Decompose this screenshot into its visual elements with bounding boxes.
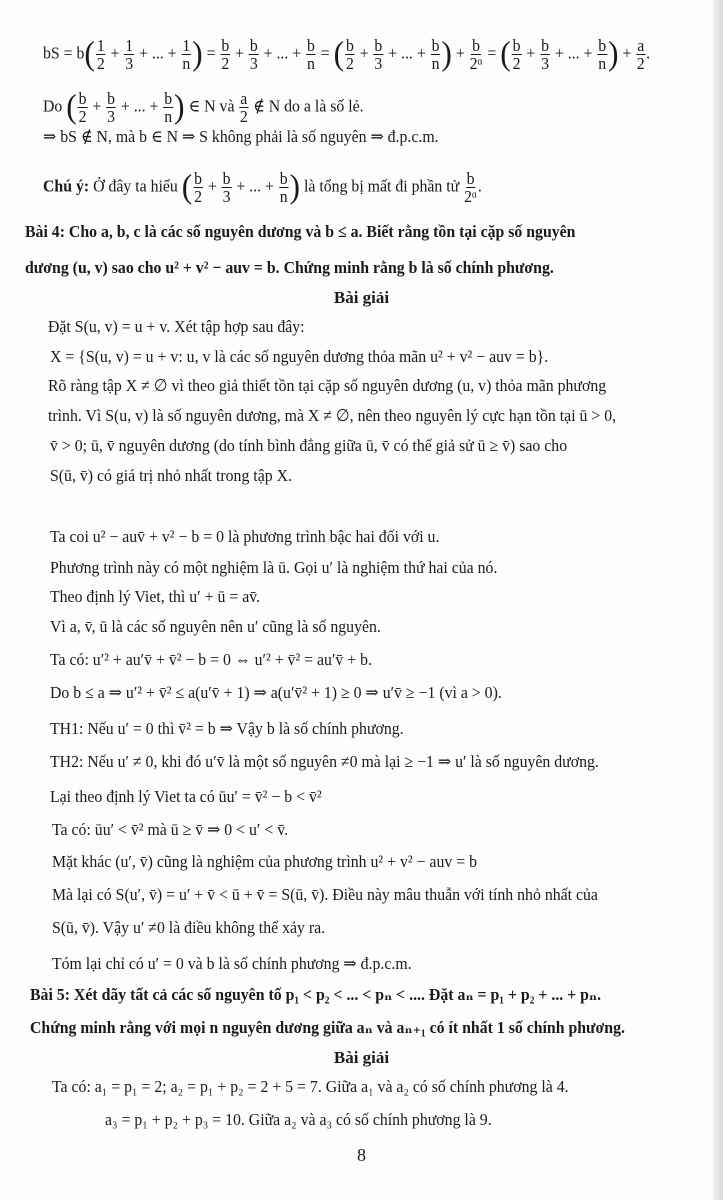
page-edge-shadow: [713, 0, 723, 1200]
text-line: Ta có: ūu′ < v̄² mà ū ≥ v̄ ⇒ 0 < u′ < v̄.: [52, 820, 289, 839]
text-line: Lại theo định lý Viet ta có ūu′ = v̄² − b < v̄²: [50, 787, 322, 806]
fraction: $\frac{b}{n}$: [279, 169, 288, 206]
fraction: $\frac{b}{2}$: [345, 36, 354, 73]
fraction: $\frac{b}{3}$: [374, 36, 383, 73]
text-line: Theo định lý Viet, thì u′ + ū = av̄.: [50, 587, 261, 606]
fraction: $\frac{b}{n}$: [164, 89, 173, 126]
fraction: $\frac{1}{3}$: [125, 36, 134, 73]
problem-5-statement: Chứng minh rằng với mọi n nguyên dương giữa aₙ và aₙ₊₁ có ít nhất 1 số chính phương.: [30, 1018, 625, 1037]
fraction: $\frac{b}{2}$: [78, 89, 87, 126]
fraction: $\frac{a}{2}$: [239, 89, 248, 126]
page-number: 8: [357, 1145, 366, 1165]
case-2-line: TH2: Nếu u′ ≠ 0, khi đó u′v̄ là một số nguyên ≠0 mà lại ≥ −1 ⇒ u′ là số nguyên dương.: [50, 752, 599, 771]
conclusion-line: Tóm lại chỉ có u′ = 0 và b là số chính phương ⇒ đ.p.c.m.: [52, 954, 412, 973]
text-line: Đặt S(u, v) = u + v. Xét tập hợp sau đây:: [48, 317, 305, 336]
fraction: $\frac{b}{n}$: [306, 36, 315, 73]
formula-bS: bS = b( $\frac{1}{2}$ + $\frac{1}{3}$ + ... + $\frac{1}{n}$ ) = $\frac{b}{2}$ + $\frac{b}{3}$ + ... + $\frac{b}{n}$ = ( $\frac{b}{2}$ + $\frac{b}{3}$ + ... + $\frac{b}{n}$ ) + $\frac{b}{\text{2ᵅ}}$ = ( $\frac{b}{2}$ + $\frac{b}{3}$ + ... + $\frac{b}{n}$ ) + $\frac{a}{2}$ .: [43, 35, 651, 73]
text-line: v̄ > 0; ū, v̄ nguyên dương (do tính bình đẳng giữa ū, v̄ có thể giả sử ū ≥ v̄) sao cho: [50, 436, 568, 455]
fraction: $\frac{b}{\text{2ᵅ}}$: [464, 169, 478, 206]
text-line: trình. Vì S(u, v) là số nguyên dương, mà X ≠ ∅, nên theo nguyên lý cực hạn tồn tại ū > 0,: [48, 406, 617, 425]
problem-5-statement: Bài 5: Xét dãy tất cả các số nguyên tố p₁ < p₂ < ... < pₙ < .... Đặt aₙ = p₁ + p₂ + ... + pₙ.: [30, 985, 602, 1004]
fraction: $\frac{b}{\text{2ᵅ}}$: [469, 36, 483, 73]
text-line: Rõ ràng tập X ≠ ∅ vì theo giả thiết tồn tại cặp số nguyên dương (u, v) thỏa mãn phương: [48, 376, 607, 395]
fraction: $\frac{b}{3}$: [222, 169, 231, 206]
fraction: $\frac{b}{2}$: [221, 36, 230, 73]
fraction: $\frac{b}{n}$: [598, 36, 607, 73]
problem-4-statement: dương (u, v) sao cho u² + v² − auv = b. Chứng minh rằng b là số chính phương.: [25, 258, 554, 277]
text-line: Vì a, v̄, ū là các số nguyên nên u′ cũng là số nguyên.: [50, 617, 381, 636]
text-line: a₃ = p₁ + p₂ + p₃ = 10. Giữa a₂ và a₃ có số chính phương là 9.: [105, 1110, 492, 1129]
fraction: $\frac{1}{2}$: [96, 36, 105, 73]
case-1-line: TH1: Nếu u′ = 0 thì v̄² = b ⇒ Vậy b là số chính phương.: [50, 719, 404, 738]
solution-heading: Bài giải: [333, 288, 390, 307]
text-line: Do b ≤ a ⇒ u′² + v̄² ≤ a(u′v̄ + 1) ⇒ a(u′v̄² + 1) ≥ 0 ⇒ u′v̄ ≥ −1 (vì a > 0).: [50, 683, 502, 702]
text-line: Ta có: u′² + au′v̄ + v̄² − b = 0 ⇔ u′² + v̄² = au′v̄ + b.: [50, 650, 372, 669]
solution-heading: Bài giải: [333, 1048, 390, 1067]
note-line: Chú ý: Ở đây ta hiểu ( $\frac{b}{2}$ + $\frac{b}{3}$ + ... + $\frac{b}{n}$ ) là tổng bị mất đi phần tử $\frac{b}{\text{2ᵅ}}$ .: [43, 168, 482, 206]
fraction: $\frac{a}{2}$: [636, 36, 645, 73]
fraction: $\frac{1}{n}$: [182, 36, 191, 73]
text-line: S(ū, v̄) có giá trị nhỏ nhất trong tập X.: [50, 466, 292, 485]
text-line: Phương trình này có một nghiệm là ū. Gọi u′ là nghiệm thứ hai của nó.: [50, 558, 498, 577]
text-line: Ta coi u² − auv̄ + v² − b = 0 là phương trình bậc hai đối với u.: [50, 527, 440, 546]
text-line: Do ( $\frac{b}{2}$ + $\frac{b}{3}$ + ... + $\frac{b}{n}$ ) ∈ N và $\frac{a}{2}$ ∉ N do a là số lẻ.: [43, 88, 364, 126]
text-line: S(ū, v̄). Vậy u′ ≠0 là điều không thể xảy ra.: [52, 918, 326, 937]
fraction: $\frac{b}{3}$: [107, 89, 116, 126]
fraction: $\frac{b}{3}$: [249, 36, 258, 73]
text-line: X = {S(u, v) = u + v: u, v là các số nguyên dương thỏa mãn u² + v² − auv = b}.: [50, 347, 549, 366]
problem-4-statement: Bài 4: Cho a, b, c là các số nguyên dương và b ≤ a. Biết rằng tồn tại cặp số nguyên: [25, 222, 576, 241]
fraction: $\frac{b}{2}$: [194, 169, 203, 206]
text-line: Ta có: a₁ = p₁ = 2; a₂ = p₁ + p₂ = 2 + 5 = 7. Giữa a₁ và a₂ có số chính phương là 4.: [52, 1077, 569, 1096]
fraction: $\frac{b}{n}$: [431, 36, 440, 73]
text-line: ⇒ bS ∉ N, mà b ∈ N ⇒ S không phải là số nguyên ⇒ đ.p.c.m.: [43, 127, 439, 146]
text-line: Mặt khác (u′, v̄) cũng là nghiệm của phương trình u² + v² − auv = b: [52, 852, 477, 871]
text-line: Mà lại có S(u′, v̄) = u′ + v̄ < ū + v̄ = S(ū, v̄). Điều này mâu thuẫn với tính nhỏ nhất của: [52, 885, 598, 904]
fraction: $\frac{b}{2}$: [512, 36, 521, 73]
fraction: $\frac{b}{3}$: [541, 36, 550, 73]
